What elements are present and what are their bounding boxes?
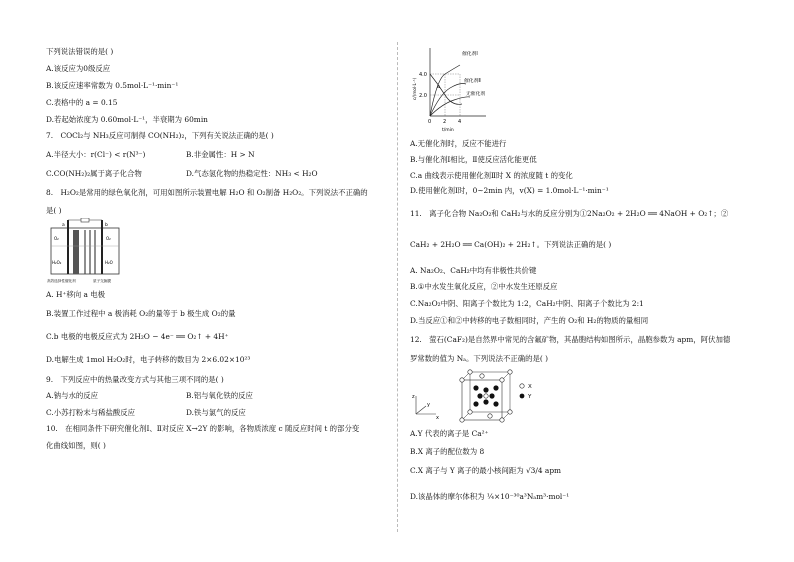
electrolysis-figure	[46, 218, 136, 286]
q7-option-a: A.半径大小：r(Cl⁻) < r(N³⁻)	[46, 150, 146, 159]
legend-x-marker	[520, 384, 524, 388]
column-divider	[397, 42, 398, 532]
membrane-label: 质子交换膜	[93, 279, 111, 283]
h2o2-label: H₂O₂	[52, 260, 62, 265]
q9-option-b: B.铝与氧化铁的反应	[186, 391, 253, 400]
q8-option-a: A. H⁺移向 a 电极	[46, 290, 106, 299]
q9-option-c: C.小苏打粉末与稀盐酸反应	[46, 408, 136, 417]
x-tick-0: 0	[428, 119, 432, 125]
q7-option-b: B.非金属性：H > N	[186, 150, 255, 159]
q10-option-b: B.与催化剂Ⅰ相比，Ⅱ使反应活化能更低	[410, 155, 537, 164]
axis-y-label: y	[427, 402, 430, 408]
q9-option-d: D.铁与氯气的反应	[186, 408, 246, 417]
q8-option-d: D.电解生成 1mol H₂O₂时，电子转移的数目为 2×6.02×10²³	[46, 355, 251, 364]
concentration-graph	[410, 44, 500, 134]
x-axis-label: t/min	[442, 128, 454, 133]
legend-y-marker	[520, 394, 525, 399]
q10-stem-line1: 10. 在相同条件下研究催化剂Ⅰ、Ⅱ对反应 X→2Y 的影响，各物质浓度 c 随反应时间 t 的部分变	[46, 424, 360, 433]
curve-no-catalyst	[430, 97, 470, 116]
q8-stem-line2: 是( )	[46, 206, 62, 215]
q9-stem: 9. 下列反应中的热量改变方式与其他三项不同的是( )	[46, 375, 224, 384]
q11-option-b: B.①中水发生氧化反应，②中水发生还原反应	[410, 282, 558, 291]
q11-stem-line2: CaH₂ + 2H₂O ══ Ca(OH)₂ + 2H₂↑。下列说法正确的是( )	[410, 240, 612, 249]
h2o-label: H₂O	[105, 260, 113, 265]
q8-stem-line1: 8. H₂O₂是常用的绿色氧化剂，可用如图所示装置电解 H₂O 和 O₂制备 H₂O₂。下列说法不正确的	[46, 188, 368, 197]
power-source-icon	[81, 218, 89, 222]
electrode-a-label: a	[62, 223, 65, 228]
y-tick-4: 4.0	[419, 72, 427, 78]
option-c: C.表格中的 a = 0.15	[46, 98, 118, 107]
unit-cell	[460, 370, 512, 422]
q8-option-c: C.b 电极的电极反应式为 2H₂O − 4e⁻ ══ O₂↑ + 4H⁺	[46, 332, 229, 341]
option-a: A.该反应为0级反应	[46, 64, 111, 73]
q12-option-b: B.X 离子的配位数为 8	[410, 447, 485, 456]
q12-stem-line2: 罗常数的值为 Nₐ。下列说法不正确的是( )	[410, 354, 549, 363]
option-d: D.若起始浓度为 0.60mol·L⁻¹，半衰期为 60min	[46, 115, 208, 124]
axis-z-label: z	[412, 394, 415, 400]
label-no-catalyst: 无催化剂	[466, 92, 486, 97]
q12-stem-line1: 12. 萤石(CaF₂)是自然界中常见的含氟矿物，其晶胞结构如图所示，晶胞参数为 apm，阿伏加德	[410, 335, 731, 344]
catalyst-label: 高效选择性催化剂	[47, 279, 76, 283]
crystal-cell-figure	[410, 366, 550, 424]
x-tick-4: 4	[458, 119, 462, 125]
q12-option-c: C.X 离子与 Y 离子的最小核间距为 √3/4 apm	[410, 466, 562, 475]
legend-y-label: Y	[528, 394, 532, 400]
o2-outlet-label: O₂	[106, 236, 111, 241]
curve-a	[430, 74, 462, 104]
o2-inlet-label: O₂	[54, 236, 59, 241]
q12-option-a: A.Y 代表的离子是 Ca²⁺	[410, 429, 489, 438]
q11-option-c: C.Na₂O₂中阴、阳离子个数比为 1:2，CaH₂中阴、阳离子个数比为 2:1	[410, 299, 644, 308]
electrode-b-label: b	[105, 223, 108, 228]
q10-stem-line2: 化曲线如图，则( )	[46, 441, 106, 450]
y-axis-label: c/(mol·L⁻¹)	[412, 77, 417, 100]
q11-option-d: D.当反应①和②中转移的电子数相同时，产生的 O₂和 H₂的物质的量相同	[410, 316, 649, 325]
x-tick-2: 2	[443, 119, 447, 125]
q7-stem: 7. COCl₂与 NH₃反应可制得 CO(NH₂)₂，下列有关说法正确的是( )	[46, 131, 274, 140]
q7-option-d: D.气态氢化物的热稳定性：NH₃ < H₂O	[186, 169, 318, 178]
q10-option-a: A.无催化剂时，反应不能进行	[410, 139, 507, 148]
q10-option-d: D.使用催化剂Ⅰ时，0~2min 内，v(X) = 1.0mol·L⁻¹·min⁻¹	[410, 186, 609, 195]
q8-option-b: B.装置工作过程中 a 极消耗 O₂的量等于 b 极生成 O₂的量	[46, 309, 236, 318]
q11-stem-line1: 11. 离子化合物 Na₂O₂和 CaH₂与水的反应分别为①2Na₂O₂ + 2H₂O ══ 4NaOH + O₂↑；②	[410, 209, 729, 218]
q9-option-a: A.钠与水的反应	[46, 391, 99, 400]
option-b: B.该反应速率常数为 0.5mol·L⁻¹·min⁻¹	[46, 81, 179, 90]
q11-option-a: A. Na₂O₂、CaH₂中均有非极性共价键	[410, 266, 537, 275]
label-catalyst-2: 催化剂Ⅱ	[464, 79, 481, 84]
axis-x-label: x	[436, 415, 439, 421]
label-catalyst-1: 催化剂Ⅰ	[462, 52, 478, 57]
q12-option-d: D.该晶体的摩尔体积为 ¼×10⁻³⁰a³Nₐm³·mol⁻¹	[410, 492, 570, 501]
legend-x-label: X	[528, 384, 532, 390]
q7-option-c: C.CO(NH₂)₂属于离子化合物	[46, 169, 142, 178]
y-tick-2: 2.0	[419, 93, 427, 99]
y-axis-line	[416, 406, 426, 414]
point-a-label: a	[437, 85, 440, 90]
question-intro: 下列说法错误的是( )	[46, 47, 114, 56]
q10-option-c: C.a 曲线表示使用催化剂Ⅱ时 X 的浓度随 t 的变化	[410, 171, 573, 180]
